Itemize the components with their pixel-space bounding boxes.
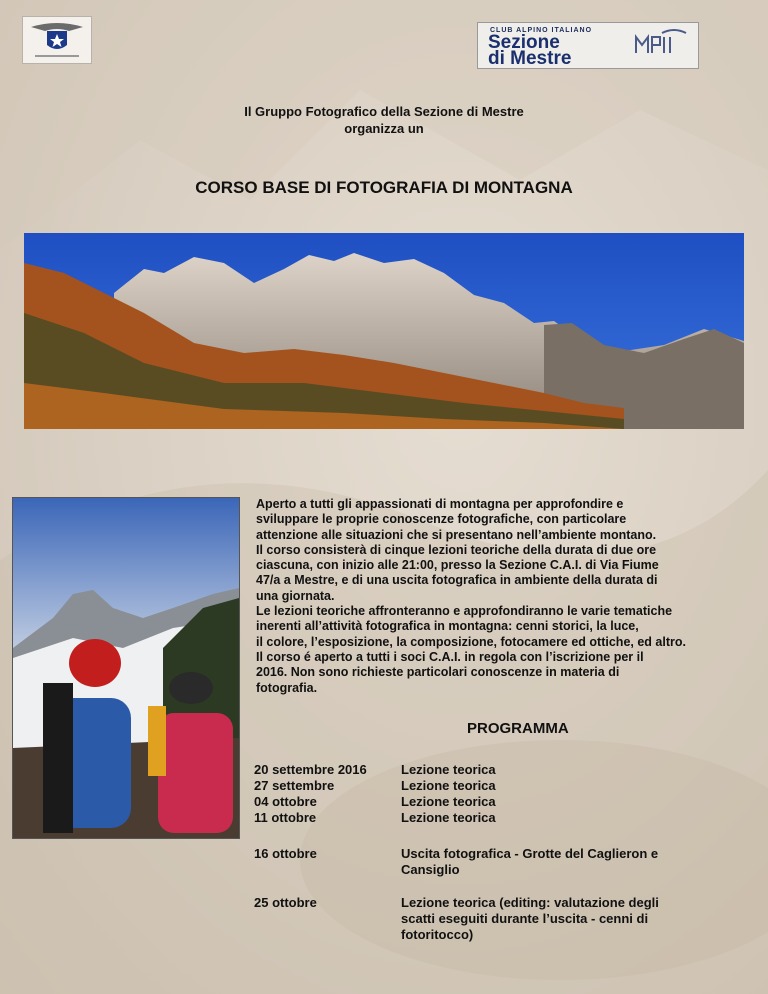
intro-line-2: organizza un xyxy=(344,121,424,136)
program-heading: PROGRAMMA xyxy=(467,720,569,737)
program-label: Lezione teorica xyxy=(401,762,496,777)
program-date: 27 settembre xyxy=(254,778,335,793)
program-date: 16 ottobre xyxy=(254,846,317,861)
program-label-cont: Cansiglio xyxy=(401,862,460,877)
program-date: 20 settembre 2016 xyxy=(254,762,367,777)
program-label-cont: fotoritocco) xyxy=(401,927,474,942)
logo-line-2: di Mestre xyxy=(488,48,572,69)
description-line: una giornata. xyxy=(256,588,335,603)
intro-line-1: Il Gruppo Fotografico della Sezione di Mestre xyxy=(244,104,524,119)
description-line: fotografia. xyxy=(256,680,318,695)
club-name: CLUB ALPINO ITALIANO xyxy=(490,27,593,34)
description-line: Le lezioni teoriche affronteranno e approfondiranno le varie tematiche xyxy=(256,604,673,619)
description-line: 2016. Non sono richieste particolari conoscenze in materia di xyxy=(256,665,620,680)
description-line: 47/a a Mestre, e di una uscita fotografica in ambiente della durata di xyxy=(256,573,658,588)
page-title: CORSO BASE DI FOTOGRAFIA DI MONTAGNA xyxy=(195,178,573,197)
logo-line-1: Sezione xyxy=(488,32,560,53)
program-date: 25 ottobre xyxy=(254,895,317,910)
program-label: Lezione teorica xyxy=(401,794,496,809)
description-line: inerenti all’attività fotografica in montagna: cenni storici, la luce, xyxy=(256,619,639,634)
description-line: Aperto a tutti gli appassionati di montagna per approfondire e xyxy=(256,497,624,511)
description-line: Il corso é aperto a tutti i soci C.A.I. in regola con l’iscrizione per il xyxy=(256,649,644,664)
description-line: Il corso consisterà di cinque lezioni teoriche della durata di due ore xyxy=(256,542,657,557)
program-label: Lezione teorica xyxy=(401,810,496,825)
course-description xyxy=(256,497,751,696)
program-label: Lezione teorica (editing: valutazione degli xyxy=(401,895,659,910)
description-line: sviluppare le proprie conoscenze fotografiche, con particolare xyxy=(256,512,627,527)
cai-logo xyxy=(22,16,92,64)
hikers-photo-image xyxy=(12,497,240,839)
mountain-panorama-image xyxy=(24,233,744,429)
program-label: Uscita fotografica - Grotte del Caglieron e xyxy=(401,846,659,861)
description-line: attenzione alle situazioni che si presentano nell’ambiente montano. xyxy=(256,527,657,542)
description-line: il colore, l’esposizione, la composizione, fotocamere ed ottiche, ed altro. xyxy=(256,634,686,649)
program-label: Lezione teorica xyxy=(401,778,496,793)
program-date: 04 ottobre xyxy=(254,794,317,809)
program-label-cont: scatti eseguiti durante l’uscita - cenni di xyxy=(401,911,649,926)
program-date: 11 ottobre xyxy=(254,810,317,825)
description-line: ciascuna, con inizio alle 21:00, presso la Sezione C.A.I. di Via Fiume xyxy=(256,558,659,573)
sezione-mestre-logo xyxy=(477,22,699,69)
